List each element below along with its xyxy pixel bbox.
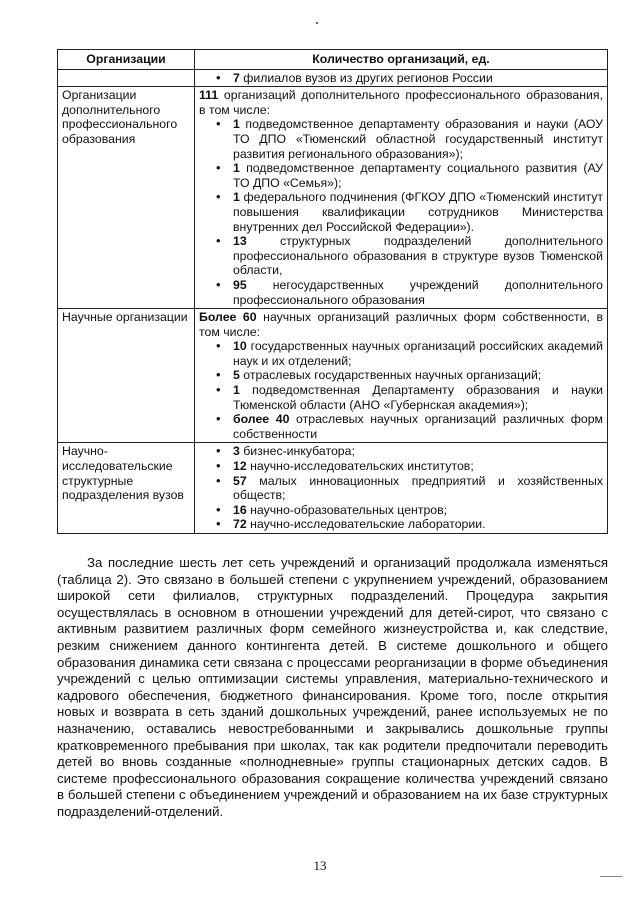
list-item bbox=[233, 444, 603, 459]
count-cell bbox=[195, 69, 608, 87]
bullet-list bbox=[199, 444, 603, 532]
organizations-table bbox=[57, 49, 608, 534]
list-item bbox=[233, 474, 603, 503]
item-text: государственных научных организаций российских академий наук и их отделений; bbox=[233, 339, 603, 368]
item-count: 3 bbox=[233, 444, 240, 459]
item-text: научно-образовательных центров; bbox=[246, 502, 448, 517]
item-text: отраслевых государственных научных организаций; bbox=[239, 368, 542, 383]
item-count: 10 bbox=[233, 339, 247, 354]
lead-text: организаций дополнительного профессионального образования, в том числе: bbox=[199, 88, 603, 117]
item-text: подведомственное департаменту социального развития (АУ ТО ДПО «Семья»); bbox=[233, 161, 603, 190]
list-item bbox=[233, 71, 603, 86]
header-organizations: Организации bbox=[58, 50, 195, 70]
item-count: 5 bbox=[233, 368, 240, 383]
item-count: 7 bbox=[233, 70, 240, 85]
item-count: 1 bbox=[233, 190, 240, 205]
item-count: 1 bbox=[233, 161, 240, 176]
list-item bbox=[233, 459, 603, 474]
list-item bbox=[233, 339, 603, 368]
list-item bbox=[233, 278, 603, 307]
page-number: 13 bbox=[313, 858, 327, 873]
table-row-continuation bbox=[58, 69, 608, 87]
item-text: филиалов вузов из других регионов России bbox=[239, 70, 493, 85]
bullet-list bbox=[199, 71, 603, 86]
list-item bbox=[233, 412, 603, 441]
body-paragraph: За последние шесть лет сеть учреждений и организаций продолжала изменяться (таблица 2). Это связано в большей степени с укрупнением учреждений, образованием широкой сети филиалов, структурных подразделений. Процедура закрытия осуществлялась в основном в отношении учреждений для детей-сирот, что связано с активным развитием различных форм семейного жизнеустройства и, как следствие, резким снижением данного контингента детей. В системе дошкольного и общего образования динамика сети связана с процессами реорганизации в форме объединения учреждений с целью оптимизации системы управления, материально-технического и кадрового обеспечения, бюджетного финансирования. Кроме того, после открытия новых и возврата в сеть зданий дошкольных учреждений, ранее используемых не по назначению, оставались невостребованными и закрывались дошкольные группы кратковременного пребывания при школах, так как родители предпочитали переводить детей во вновь созданные «полнодневные» группы стационарных детских садов. В системе профессионального образования сокращение количества учреждений связано в большей степени с объединением учреждений и образованием на их базе структурных подразделений-отделений. bbox=[57, 555, 608, 819]
item-text: подведомственная Департаменту образования и науки Тюменской области (АНО «Губернская академия»); bbox=[233, 383, 603, 412]
org-cell: Организации дополнительного профессионального образования bbox=[58, 87, 195, 309]
row-lead bbox=[199, 88, 603, 117]
item-text: научно-исследовательских институтов; bbox=[246, 459, 474, 474]
item-text: негосударственных учреждений дополнительного профессионального образования bbox=[233, 277, 603, 307]
table-header-row bbox=[58, 50, 608, 70]
item-count: 13 bbox=[233, 234, 247, 249]
table-row-science bbox=[58, 309, 608, 443]
list-item bbox=[233, 190, 603, 234]
item-text: подведомственное департаменту образования и науки (АОУ ТО ДПО «Тюменский областной государственный институт развития регионального образования»); bbox=[233, 117, 603, 161]
item-text: структурных подразделений дополнительного профессионального образования в структуре вузов Тюменской области, bbox=[233, 234, 603, 278]
bullet-list bbox=[199, 339, 603, 441]
item-count: 57 bbox=[233, 473, 247, 488]
lead-count: Более 60 bbox=[199, 310, 257, 325]
table-row-dpo bbox=[58, 87, 608, 309]
scan-mark bbox=[600, 876, 622, 877]
org-cell-empty bbox=[58, 69, 195, 87]
item-text: федерального подчинения (ФГКОУ ДПО «Тюменский институт повышения квалификации сотрудников Министерства внутренних дел Российской Федерации»). bbox=[233, 190, 603, 234]
item-count: 95 bbox=[233, 277, 247, 292]
count-cell bbox=[195, 309, 608, 443]
item-count: более 40 bbox=[233, 412, 290, 427]
item-text: научно-исследовательские лаборатории. bbox=[246, 517, 486, 532]
item-text: малых инновационных предприятий и хозяйственных обществ; bbox=[233, 473, 603, 503]
list-item bbox=[233, 517, 603, 532]
row-lead bbox=[199, 310, 603, 339]
header-count: Количество организаций, ед. bbox=[195, 50, 608, 70]
list-item bbox=[233, 117, 603, 161]
org-cell: Научные организации bbox=[58, 309, 195, 443]
list-item bbox=[233, 383, 603, 412]
count-cell bbox=[195, 443, 608, 534]
list-item bbox=[233, 368, 603, 383]
item-count: 1 bbox=[233, 117, 240, 132]
lead-text: научных организаций различных форм собственности, в том числе: bbox=[199, 310, 603, 339]
table-row-research-units bbox=[58, 443, 608, 534]
item-count: 16 bbox=[233, 502, 247, 517]
count-cell bbox=[195, 87, 608, 309]
item-text: бизнес-инкубатора; bbox=[239, 444, 355, 459]
item-count: 12 bbox=[233, 459, 247, 474]
list-item bbox=[233, 234, 603, 278]
item-text: отраслевых научных организаций различных форм собственности bbox=[233, 412, 603, 441]
item-count: 72 bbox=[233, 517, 247, 532]
list-item bbox=[233, 161, 603, 190]
bullet-list bbox=[199, 117, 603, 307]
lead-count: 111 bbox=[199, 88, 219, 103]
item-count: 1 bbox=[233, 383, 240, 398]
list-item bbox=[233, 503, 603, 518]
org-cell: Научно-исследовательские структурные подразделения вузов bbox=[58, 443, 195, 534]
scan-speck bbox=[316, 22, 318, 24]
